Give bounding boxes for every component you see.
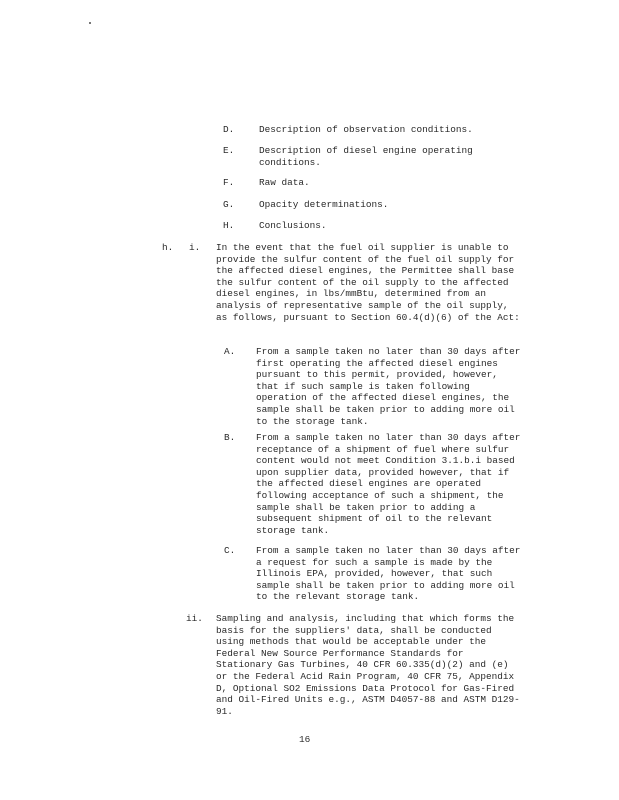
- item-g-label: G.: [223, 199, 235, 210]
- sub-item-a-label: A.: [224, 346, 236, 357]
- section-h-label: h.: [162, 242, 174, 253]
- page-number: 16: [299, 734, 311, 745]
- sub-item-b-label: B.: [224, 432, 236, 443]
- scan-speck: [89, 22, 91, 24]
- item-d-text: Description of observation conditions.: [259, 124, 473, 135]
- item-f-label: F.: [223, 177, 235, 188]
- item-e-text: Description of diesel engine operating conditions.: [259, 145, 473, 168]
- item-ii-text: Sampling and analysis, including that which forms the basis for the suppliers' data, shall be conducted using methods that would be acceptable under the Federal New Source Performance Standards for Stationary Gas Turbines, 40 CFR 60.335(d)(2) and (e) or the Federal Acid Rain Program, 40 CFR 75, Appendix D, Optional SO2 Emissions Data Protocol for Gas-Fired and Oil-Fired Units e.g., ASTM D4057-88 and ASTM D129-91.: [216, 613, 520, 717]
- sub-item-c-label: C.: [224, 545, 236, 556]
- item-g-text: Opacity determinations.: [259, 199, 389, 210]
- section-h-text: In the event that the fuel oil supplier is unable to provide the sulfur content of the fuel oil supply for the affected diesel engines, the Permittee shall base the sulfur content of the oil supply to the affected diesel engines, in lbs/mmBtu, determined from an analysis of representative sample of the oil supply, as follows, pursuant to Section 60.4(d)(6) of the Act:: [216, 242, 520, 323]
- item-e-label: E.: [223, 145, 235, 156]
- sub-item-c-text: From a sample taken no later than 30 days after a request for such a sample is made by the Illinois EPA, provided, however, that such sample shall be taken prior to adding more oil to the relevant storage tank.: [256, 545, 521, 603]
- sub-item-a-text: From a sample taken no later than 30 days after first operating the affected diesel engines pursuant to this permit, provided, however, that if such sample is taken following operation of the affected diesel engines, the sample shall be taken prior to adding more oil to the storage tank.: [256, 346, 521, 427]
- item-d-label: D.: [223, 124, 235, 135]
- sub-item-b-text: From a sample taken no later than 30 days after receptance of a shipment of fuel where sulfur content would not meet Condition 3.1.b.i based upon supplier data, provided however, that if the affected diesel engines are operated following acceptance of such a shipment, the sample shall be taken prior to adding a subsequent shipment of oil to the relevant storage tank.: [256, 432, 521, 536]
- item-f-text: Raw data.: [259, 177, 310, 188]
- item-ii-label: ii.: [186, 613, 203, 624]
- item-h-text: Conclusions.: [259, 220, 327, 231]
- item-h-label: H.: [223, 220, 235, 231]
- section-h-sub-label: i.: [189, 242, 201, 253]
